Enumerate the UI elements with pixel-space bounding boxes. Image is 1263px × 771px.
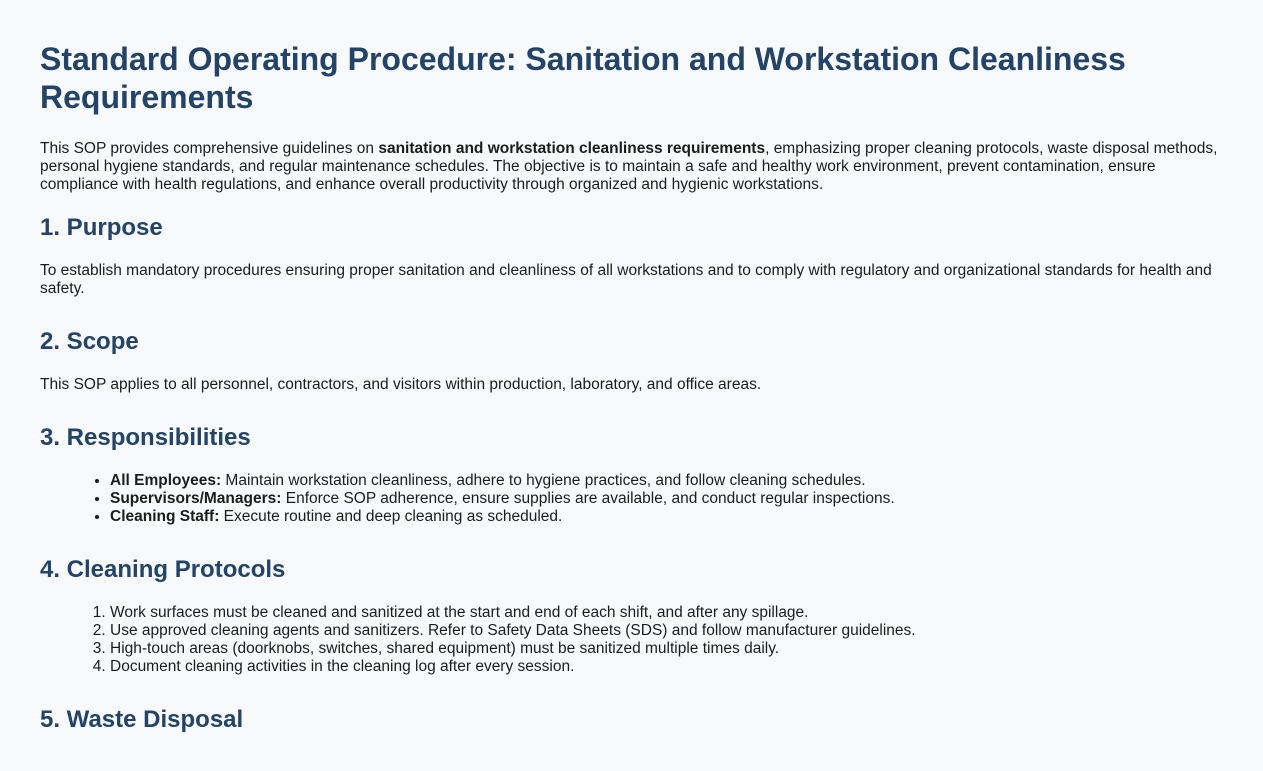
role-label: All Employees: xyxy=(110,472,222,489)
section-waste-disposal xyxy=(40,706,1223,734)
role-text: Maintain workstation cleanliness, adhere to hygiene practices, and follow cleaning schedules. xyxy=(221,472,866,489)
role-label: Cleaning Staff: xyxy=(110,508,220,525)
section-cleaning-protocols xyxy=(40,556,1223,676)
list-item xyxy=(110,490,1223,508)
role-text: Enforce SOP adherence, ensure supplies are available, and conduct regular inspections. xyxy=(281,490,895,507)
list-item xyxy=(110,472,1223,490)
section-purpose xyxy=(40,214,1223,298)
role-text: Execute routine and deep cleaning as scheduled. xyxy=(219,508,563,525)
intro-text-end: , emphasizing proper cleaning protocols, waste disposal methods, personal hygiene standards, and regular maintenance schedules. The objective is to maintain a safe and healthy work environment, prevent contamination, ensure compliance with health regulations, and enhance overall productivity through organized and hygienic workstations. xyxy=(40,140,1218,193)
list-item: 1. Work surfaces must be cleaned and sanitized at the start and end of each shift, and after any spillage. xyxy=(110,604,1223,622)
list-item: 4. Document cleaning activities in the cleaning log after every session. xyxy=(110,658,1223,676)
list-item: 2. Use approved cleaning agents and sanitizers. Refer to Safety Data Sheets (SDS) and follow manufacturer guidelines. xyxy=(110,622,1223,640)
intro-paragraph xyxy=(40,140,1220,194)
protocols-heading: 4. Cleaning Protocols xyxy=(40,556,286,583)
section-responsibilities xyxy=(40,424,1223,526)
intro-emphasis: sanitation and workstation cleanliness requirements xyxy=(378,140,766,157)
scope-text: This SOP applies to all personnel, contractors, and visitors within production, laboratory, and office areas. xyxy=(40,376,762,393)
page-title: Standard Operating Procedure: Sanitation and Workstation Cleanliness Requirements xyxy=(40,41,1126,115)
list-item xyxy=(110,508,1223,526)
intro-text-start: This SOP provides comprehensive guidelines on xyxy=(40,140,379,157)
section-scope xyxy=(40,328,1223,394)
purpose-text: To establish mandatory procedures ensuring proper sanitation and cleanliness of all workstations and to comply with regulatory and organizational standards for health and safety. xyxy=(40,262,1212,297)
waste-heading: 5. Waste Disposal xyxy=(40,706,244,733)
protocols-list xyxy=(40,604,1223,676)
role-label: Supervisors/Managers: xyxy=(110,490,282,507)
responsibilities-list xyxy=(40,472,1223,526)
list-item: 3. High-touch areas (doorknobs, switches, shared equipment) must be sanitized multiple times daily. xyxy=(110,640,1223,658)
responsibilities-heading: 3. Responsibilities xyxy=(40,424,251,451)
purpose-heading: 1. Purpose xyxy=(40,214,163,241)
scope-heading: 2. Scope xyxy=(40,328,139,355)
